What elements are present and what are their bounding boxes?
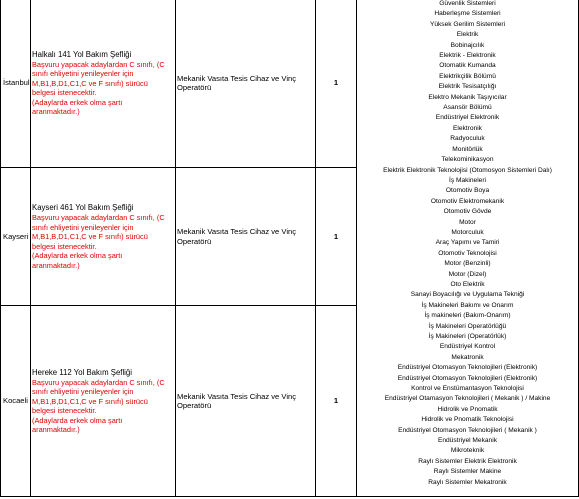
position-note-line: aranmaktadır.) (32, 107, 80, 116)
position-note-line: belgesi istenecektir. (32, 88, 97, 97)
position-cell (31, 168, 176, 306)
program-item: Güvenlik Sistemleri (439, 0, 496, 7)
program-item: İş Makineleri Bakımı ve Onarım (421, 301, 514, 309)
city-cell: Kocaeli (1, 306, 31, 497)
position-title: Hereke 112 Yol Bakım Şefliği (32, 367, 132, 377)
program-item: Elektro Mekanik Taşıyıcılar (428, 93, 507, 101)
position-note-line: (Adaylarda erkek olma şartı (32, 97, 123, 107)
position-title: Halkalı 141 Yol Bakım Şefliği (32, 49, 132, 59)
program-item: İş Makineleri (Operatörlük) (428, 333, 507, 340)
position-note-line: belgesi istenecektir. (32, 241, 97, 251)
position-note-line: M,B1,B,D1,C1,C ve F sınıfı) sürücü (32, 396, 148, 406)
program-item: Endüstriyel Otomasyon Teknolojileri (Elektronik) (397, 374, 538, 382)
position-note-line: Başvuru yapacak adaylardan C sınıfı, (C (32, 59, 165, 69)
program-item: Elektrik Elektronik Teknolojisi (Otomosyon Sistemleri Dalı) (383, 166, 552, 174)
program-item: Elektrik Tesisatçılığı (438, 83, 497, 91)
role-cell (176, 168, 316, 306)
position-title: Kayseri 461 Yol Bakım Şefliği (32, 203, 134, 212)
position-note (32, 60, 175, 117)
program-item: Motor (459, 218, 476, 226)
program-item: Hidrolik ve Pnomatik Teknolojisi (421, 416, 514, 424)
program-item: Monitörlük (452, 145, 483, 153)
program-item: Elektrik (456, 31, 479, 39)
program-item: Otomotiv Elektromekanik (430, 197, 505, 205)
program-item: Raylı Sistemler Mekatronik (428, 478, 507, 486)
program-item: Elektrikçilik Bölümü (439, 72, 496, 80)
program-item: Raylı Sistemler Makine (433, 468, 502, 476)
quota-cell: 1 (316, 0, 357, 168)
program-item: İş Makineleri (448, 176, 486, 184)
program-item: Telekominikasyon (441, 156, 494, 164)
role-cell (176, 0, 316, 168)
role-line: Operatörü (177, 236, 212, 246)
position-note-line: Başvuru yapacak adaylardan C sınıfı, (C (32, 213, 165, 222)
position-note-line: belgesi istenecektir. (32, 406, 97, 415)
program-item: Motor (Benzinli) (444, 260, 491, 268)
program-item: Endüstriyel Elektronik (435, 114, 500, 122)
program-item: Oto Elektrik (450, 280, 485, 288)
program-item: Hidrolik ve Pnomatik (437, 405, 498, 413)
program-item: Araç Yapımı ve Tamiri (435, 239, 500, 247)
program-item: Yüksek Gerilim Sistemleri (429, 20, 506, 28)
position-note-line: Başvuru yapacak adaylardan C sınıfı, (C (32, 377, 165, 387)
position-note-line: M,B1,B,D1,C1,C ve F sınıfı) sürücü (32, 78, 148, 88)
program-item: Radyoculuk (450, 135, 485, 143)
position-note-line: aranmaktadır.) (32, 425, 80, 434)
programs-cell (357, 0, 579, 497)
program-item: Mikroteknik (450, 447, 485, 455)
position-note-line: sınıfı ehliyetini yenileyenler için (32, 69, 134, 78)
program-item: Elektronik (453, 124, 482, 132)
program-item: Asansör Bölümü (443, 104, 492, 112)
program-item: Otomotiv Boya (445, 187, 490, 195)
position-cell (31, 306, 176, 497)
position-note-line: sınıfı ehliyetini yenileyenler için (32, 222, 134, 232)
program-item: Raylı Sistemler Elektrik Elektronik (418, 457, 517, 465)
program-item: İş makineleri (Bakım-Onarım) (424, 312, 511, 320)
role-line: Mekanik Vasıta Tesis Cihaz ve Vinç (177, 391, 297, 401)
program-item: Otomatik Kumanda (439, 62, 496, 70)
program-item: Otomotiv Teknolojisi (438, 249, 497, 257)
program-item: Elektrik - Elektronik (439, 52, 496, 60)
position-cell (31, 0, 176, 168)
role-cell (176, 306, 316, 497)
role-line: Operatörü (177, 83, 212, 92)
position-note-line: aranmaktadır.) (32, 260, 80, 270)
program-item: Endüstriyel Otomasyon Teknolojileri ( Mekanik ) (398, 426, 537, 434)
position-note-line: (Adaylarda erkek olma şartı (32, 415, 123, 425)
quota-cell: 1 (316, 306, 357, 497)
program-item: Bobinajcılık (450, 41, 485, 49)
program-item: Endüstriyel Mekanik (437, 437, 497, 445)
city-cell: İstanbul (1, 0, 31, 168)
program-item: Mekatronik (451, 353, 484, 361)
program-item: Endüstriyel Otamasyon Teknolojileri ( Mekanik ) / Makine (384, 395, 551, 403)
position-note-line: M,B1,B,D1,C1,C ve F sınıfı) sürücü (32, 232, 148, 241)
table-row (1, 0, 579, 168)
program-item: Sanayi Boyacılığı ve Uygulama Tekniği (410, 291, 525, 299)
position-note (32, 378, 175, 435)
program-item: Motor (Dizel) (448, 270, 487, 278)
position-note-line: (Adaylarda erkek olma şartı (32, 251, 123, 260)
program-item: Endüstriyel Otomasyon Teknolojileri (Elektronik) (397, 364, 538, 372)
quota-cell: 1 (316, 168, 357, 306)
role-line: Mekanik Vasıta Tesis Cihaz ve Vinç (177, 73, 297, 83)
program-item: Otomotiv Gövde (443, 208, 492, 216)
programs-list (357, 0, 578, 488)
program-item: İş Makineleri Operatörlüğü (428, 322, 507, 330)
city-cell: Kayseri (1, 168, 31, 306)
program-item: Kontrol ve Enstümantasyon Teknolojisi (411, 385, 524, 393)
position-note-line: sınıfı ehliyetini yenileyenler için (32, 387, 134, 396)
position-note (32, 213, 175, 270)
program-item: Motorculuk (451, 228, 484, 236)
role-line: Mekanik Vasıta Tesis Cihaz ve Vinç (177, 227, 297, 236)
program-item: Haberleşme Sistemleri (434, 10, 501, 18)
program-item: Endüstriyel Kontrol (439, 343, 496, 351)
role-line: Operatörü (177, 401, 212, 410)
